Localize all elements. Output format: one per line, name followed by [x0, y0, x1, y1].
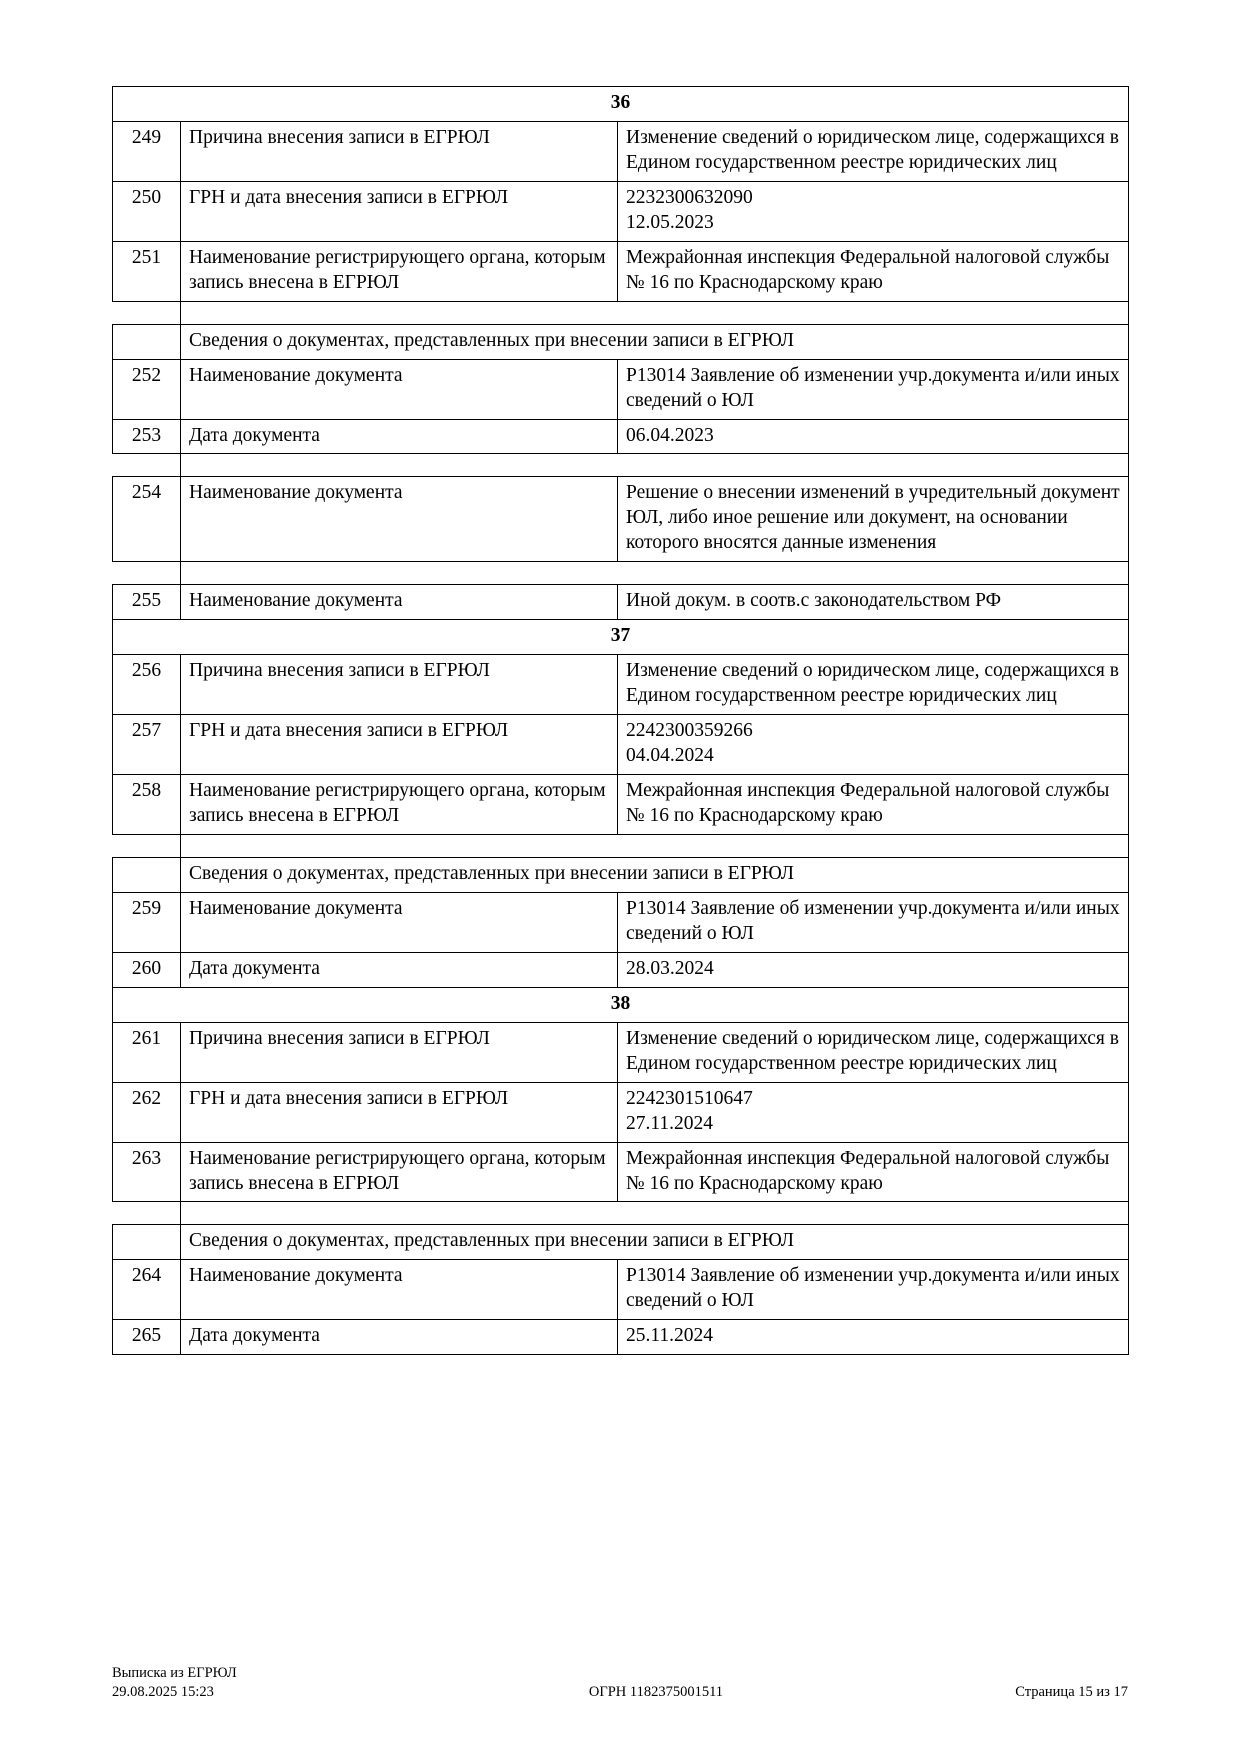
- subsection-title: Сведения о документах, представленных при внесении записи в ЕГРЮЛ: [181, 857, 1129, 892]
- table-row: [113, 952, 1129, 987]
- field-label: Наименование документа: [181, 585, 618, 620]
- field-value-line: 28.03.2024: [626, 957, 714, 979]
- field-value-line: Изменение сведений о юридическом лице, содержащихся в Едином государственном реестре юридических лиц: [626, 126, 1119, 173]
- row-number: 265: [113, 1320, 181, 1355]
- field-label: Дата документа: [181, 1320, 618, 1355]
- table-row: [113, 1260, 1129, 1320]
- spacer-cell: [181, 562, 1129, 585]
- row-number: 258: [113, 775, 181, 835]
- field-label: Наименование регистрирующего органа, которым запись внесена в ЕГРЮЛ: [181, 775, 618, 835]
- spacer-gap-cell: [113, 454, 181, 477]
- field-value: [618, 655, 1129, 715]
- row-number-cell: [113, 1225, 181, 1260]
- spacer-cell: [181, 1202, 1129, 1225]
- field-value: [618, 952, 1129, 987]
- spacer-gap-cell: [113, 301, 181, 324]
- row-number: 263: [113, 1142, 181, 1202]
- subsection-header-row: [113, 1225, 1129, 1260]
- spacer-cell: [181, 454, 1129, 477]
- egrul-records-table: [112, 86, 1129, 1355]
- field-value: [618, 1142, 1129, 1202]
- field-value: [618, 715, 1129, 775]
- section-number: 38: [113, 987, 1129, 1022]
- table-body: [113, 87, 1129, 1355]
- field-value-line: Изменение сведений о юридическом лице, содержащихся в Едином государственном реестре юридических лиц: [626, 660, 1119, 707]
- table-row: [113, 181, 1129, 241]
- field-value-line: Решение о внесении изменений в учредительный документ ЮЛ, либо иное решение или документ, на основании которого вносятся данные изменения: [626, 482, 1120, 554]
- field-value: [618, 121, 1129, 181]
- field-value: [618, 181, 1129, 241]
- footer-ogrn: ОГРН 1182375001511: [588, 1684, 724, 1701]
- footer-page-number: Страница 15 из 17: [1015, 1684, 1128, 1701]
- section-number: 37: [113, 620, 1129, 655]
- field-value-line: 04.04.2024: [626, 745, 714, 767]
- table-row: [113, 121, 1129, 181]
- field-value: [618, 775, 1129, 835]
- row-number: 253: [113, 419, 181, 454]
- field-label: Наименование документа: [181, 892, 618, 952]
- row-number: 261: [113, 1022, 181, 1082]
- field-value: [618, 359, 1129, 419]
- spacer-row: [113, 834, 1129, 857]
- row-number-cell: [113, 324, 181, 359]
- field-label: Причина внесения записи в ЕГРЮЛ: [181, 1022, 618, 1082]
- field-value: [618, 477, 1129, 562]
- subsection-header-row: [113, 324, 1129, 359]
- field-value-line: 2232300632090: [626, 186, 753, 208]
- field-label: Причина внесения записи в ЕГРЮЛ: [181, 121, 618, 181]
- spacer-row: [113, 454, 1129, 477]
- field-value-line: 2242300359266: [626, 720, 753, 742]
- field-value-line: 12.05.2023: [626, 211, 714, 233]
- row-number: 254: [113, 477, 181, 562]
- table-row: [113, 419, 1129, 454]
- spacer-row: [113, 1202, 1129, 1225]
- row-number: 249: [113, 121, 181, 181]
- field-label: Наименование регистрирующего органа, которым запись внесена в ЕГРЮЛ: [181, 1142, 618, 1202]
- field-value-line: Изменение сведений о юридическом лице, содержащихся в Едином государственном реестре юридических лиц: [626, 1027, 1119, 1074]
- row-number: 255: [113, 585, 181, 620]
- field-value: [618, 1320, 1129, 1355]
- spacer-row: [113, 562, 1129, 585]
- field-label: Наименование документа: [181, 1260, 618, 1320]
- field-value: [618, 419, 1129, 454]
- section-header-row: [113, 987, 1129, 1022]
- footer-doc-title: Выписка из ЕГРЮЛ: [112, 1664, 237, 1681]
- page-footer: [112, 1664, 1128, 1703]
- field-label: Дата документа: [181, 952, 618, 987]
- row-number-cell: [113, 857, 181, 892]
- table-row: [113, 585, 1129, 620]
- field-value: [618, 241, 1129, 301]
- field-value-line: Межрайонная инспекция Федеральной налоговой службы № 16 по Краснодарскому краю: [626, 780, 1110, 827]
- field-value-line: Межрайонная инспекция Федеральной налоговой службы № 16 по Краснодарскому краю: [626, 1147, 1110, 1194]
- spacer-gap-cell: [113, 834, 181, 857]
- table-row: [113, 1320, 1129, 1355]
- field-value-line: Межрайонная инспекция Федеральной налоговой службы № 16 по Краснодарскому краю: [626, 246, 1110, 293]
- table-row: [113, 655, 1129, 715]
- field-value-line: 25.11.2024: [626, 1325, 714, 1347]
- field-label: ГРН и дата внесения записи в ЕГРЮЛ: [181, 1082, 618, 1142]
- table-row: [113, 715, 1129, 775]
- field-label: Наименование регистрирующего органа, которым запись внесена в ЕГРЮЛ: [181, 241, 618, 301]
- field-value-line: Иной докум. в соотв.с законодательством РФ: [626, 590, 1001, 612]
- table-row: [113, 477, 1129, 562]
- row-number: 251: [113, 241, 181, 301]
- spacer-cell: [181, 301, 1129, 324]
- field-value-line: Р13014 Заявление об изменении учр.документа и/или иных сведений о ЮЛ: [626, 1265, 1120, 1312]
- footer-timestamp: 29.08.2025 15:23: [112, 1684, 214, 1701]
- table-row: [113, 1082, 1129, 1142]
- field-label: Наименование документа: [181, 477, 618, 562]
- field-label: Дата документа: [181, 419, 618, 454]
- field-value: [618, 585, 1129, 620]
- section-number: 36: [113, 87, 1129, 122]
- row-number: 256: [113, 655, 181, 715]
- row-number: 250: [113, 181, 181, 241]
- subsection-title: Сведения о документах, представленных при внесении записи в ЕГРЮЛ: [181, 324, 1129, 359]
- section-header-row: [113, 620, 1129, 655]
- section-header-row: [113, 87, 1129, 122]
- row-number: 260: [113, 952, 181, 987]
- field-value: [618, 892, 1129, 952]
- table-row: [113, 1022, 1129, 1082]
- subsection-title: Сведения о документах, представленных при внесении записи в ЕГРЮЛ: [181, 1225, 1129, 1260]
- row-number: 252: [113, 359, 181, 419]
- spacer-row: [113, 301, 1129, 324]
- field-value: [618, 1082, 1129, 1142]
- field-label: Причина внесения записи в ЕГРЮЛ: [181, 655, 618, 715]
- spacer-cell: [181, 834, 1129, 857]
- table-row: [113, 241, 1129, 301]
- row-number: 262: [113, 1082, 181, 1142]
- spacer-gap-cell: [113, 562, 181, 585]
- field-label: ГРН и дата внесения записи в ЕГРЮЛ: [181, 715, 618, 775]
- field-value-line: 2242301510647: [626, 1087, 753, 1109]
- table-row: [113, 775, 1129, 835]
- subsection-header-row: [113, 857, 1129, 892]
- table-row: [113, 359, 1129, 419]
- field-value-line: Р13014 Заявление об изменении учр.документа и/или иных сведений о ЮЛ: [626, 364, 1120, 411]
- field-value-line: 06.04.2023: [626, 424, 714, 446]
- field-label: Наименование документа: [181, 359, 618, 419]
- row-number: 259: [113, 892, 181, 952]
- table-row: [113, 1142, 1129, 1202]
- footer-left: [112, 1664, 237, 1703]
- row-number: 257: [113, 715, 181, 775]
- spacer-gap-cell: [113, 1202, 181, 1225]
- field-value: [618, 1260, 1129, 1320]
- row-number: 264: [113, 1260, 181, 1320]
- field-value-line: 27.11.2024: [626, 1112, 714, 1134]
- field-label: ГРН и дата внесения записи в ЕГРЮЛ: [181, 181, 618, 241]
- field-value: [618, 1022, 1129, 1082]
- field-value-line: Р13014 Заявление об изменении учр.документа и/или иных сведений о ЮЛ: [626, 897, 1120, 944]
- table-row: [113, 892, 1129, 952]
